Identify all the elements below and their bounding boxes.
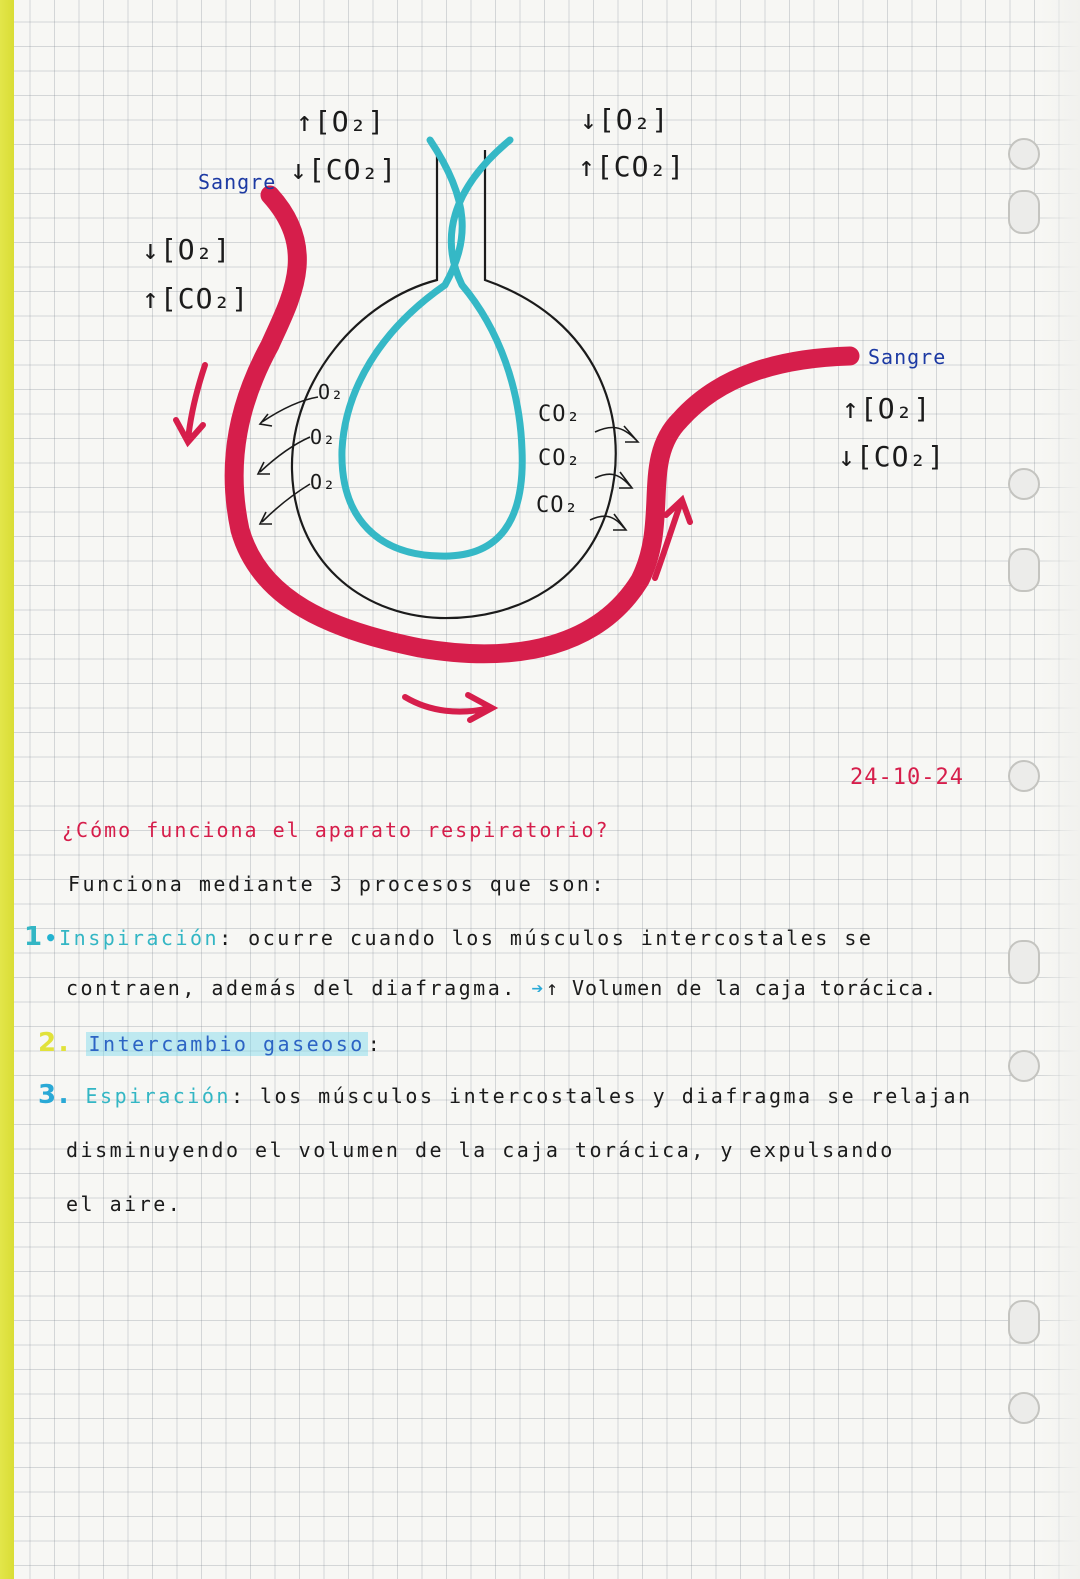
bullet-dot: • [44,926,60,950]
item-1-result: ↑ Volumen de la caja torácica. [545,976,938,1000]
top-left-o2-level: ↑[O₂] [296,105,386,138]
alveolus-diagram [0,0,1080,760]
left-co2-level: ↑[CO₂] [142,282,250,315]
top-right-co2-level: ↑[CO₂] [578,150,686,183]
item-1-text-a: : ocurre cuando los músculos intercostales se [219,926,874,950]
item-3-text-a: : los músculos intercostales y diafragma se relajan [230,1084,973,1108]
item-1-line-a [24,922,873,952]
o2-arrow [258,437,310,474]
item-1-line-b [66,976,937,1000]
binder-hole [1008,760,1040,792]
top-left-co2-level: ↓[CO₂] [290,153,398,186]
co2-label: CO₂ [538,402,581,427]
date: 24-10-24 [850,765,964,790]
left-o2-level: ↓[O₂] [142,233,232,266]
item-1-text-b: contraen, además del diafragma. [66,976,517,1000]
right-co2-level: ↓[CO₂] [838,440,946,473]
item-1-number: 1 [24,922,45,952]
item-3-line-c: el aire. [66,1192,183,1216]
o2-label: O₂ [310,470,337,494]
airway [342,140,522,556]
sangre-label-left: Sangre [198,170,277,194]
binder-hole [1008,1300,1040,1344]
flow-arrow-down [176,365,205,442]
arrow-right-icon: ➔ [516,976,546,1000]
page-question: ¿Cómo funciona el aparato respiratorio? [62,818,610,842]
binder-hole [1008,940,1040,984]
top-right-o2-level: ↓[O₂] [580,103,670,136]
item-2-suffix: : [367,1032,383,1056]
binder-hole [1008,1050,1040,1082]
co2-arrow [595,426,638,442]
sangre-label-right: Sangre [868,345,947,369]
item-3-line-a [38,1080,973,1110]
flow-arrow-right [405,695,492,720]
right-o2-level: ↑[O₂] [842,392,932,425]
co2-arrow [590,514,626,530]
item-2-number: 2. [38,1028,71,1058]
item-2-line [38,1028,382,1058]
intro-line: Funciona mediante 3 procesos que son: [68,872,607,896]
item-3-number: 3. [38,1080,71,1110]
o2-label: O₂ [318,380,345,404]
item-2-title: Intercambio gaseoso [86,1032,368,1056]
binder-hole [1008,1392,1040,1424]
item-1-title: Inspiración [59,926,220,950]
co2-label: CO₂ [536,493,579,518]
o2-arrow [260,397,318,426]
item-3-title: Espiración [85,1084,231,1108]
o2-arrow [260,484,310,524]
co2-label: CO₂ [538,446,581,471]
o2-label: O₂ [310,425,337,449]
item-3-line-b: disminuyendo el volumen de la caja torácica, y expulsando [66,1138,895,1162]
